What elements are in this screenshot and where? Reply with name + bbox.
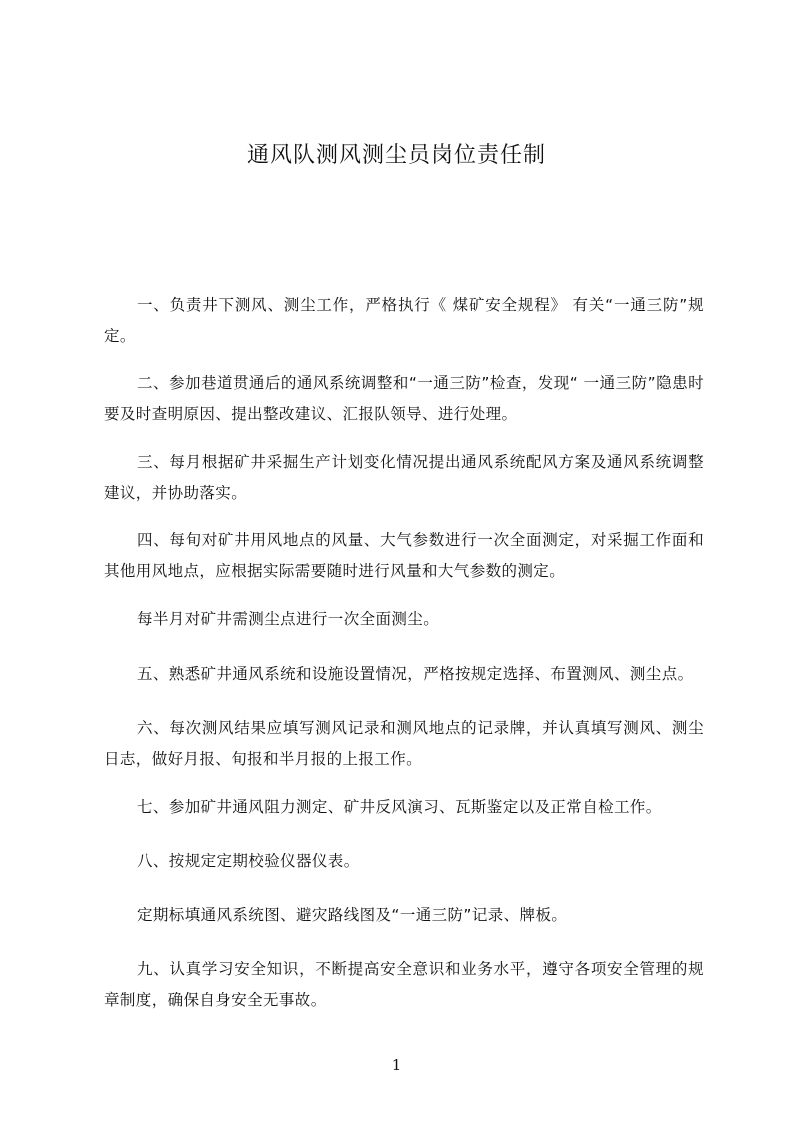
paragraph-4: 四、每旬对矿井用风地点的风量、大气参数进行一次全面测定，对采掘工作面和其他用风地点，应根据实际需要随时进行风量和大气参数的测定。 [104,531,704,580]
paragraph-9: 八、按规定定期校验仪器仪表。 [137,852,360,870]
paragraph-1: 一、负责井下测风、测尘工作，严格执行《 煤矿安全规程》 有关“一通三防”规定。 [104,296,704,345]
paragraph-7: 六、每次测风结果应填写测风记录和测风地点的记录牌，并认真填写测风、测尘日志，做好月报、旬报和半月报的上报工作。 [104,719,704,768]
paragraph-6: 五、熟悉矿井通风系统和设施设置情况，严格按规定选择、布置测风、测尘点。 [137,665,694,683]
paragraph-11: 九、认真学习安全知识，不断提高安全意识和业务水平，遵守各项安全管理的规章制度，确保自身安全无事故。 [104,960,704,1009]
paragraph-8: 七、参加矿井通风阻力测定、矿井反风演习、瓦斯鉴定以及正常自检工作。 [137,798,662,816]
page-number: 1 [391,1056,402,1074]
document-title: 通风队测风测尘员岗位责任制 [246,143,546,168]
paragraph-3: 三、每月根据矿井采掘生产计划变化情况提出通风系统配风方案及通风系统调整建议，并协助落实。 [104,453,704,502]
paragraph-5: 每半月对矿井需测尘点进行一次全面测尘。 [137,610,440,628]
paragraph-2: 二、参加巷道贯通后的通风系统调整和“一通三防”检查，发现“ 一通三防”隐患时要及时查明原因、提出整改建议、汇报队领导、进行处理。 [104,374,704,423]
paragraph-10: 定期标填通风系统图、避灾路线图及“一通三防”记录、牌板。 [137,906,568,924]
